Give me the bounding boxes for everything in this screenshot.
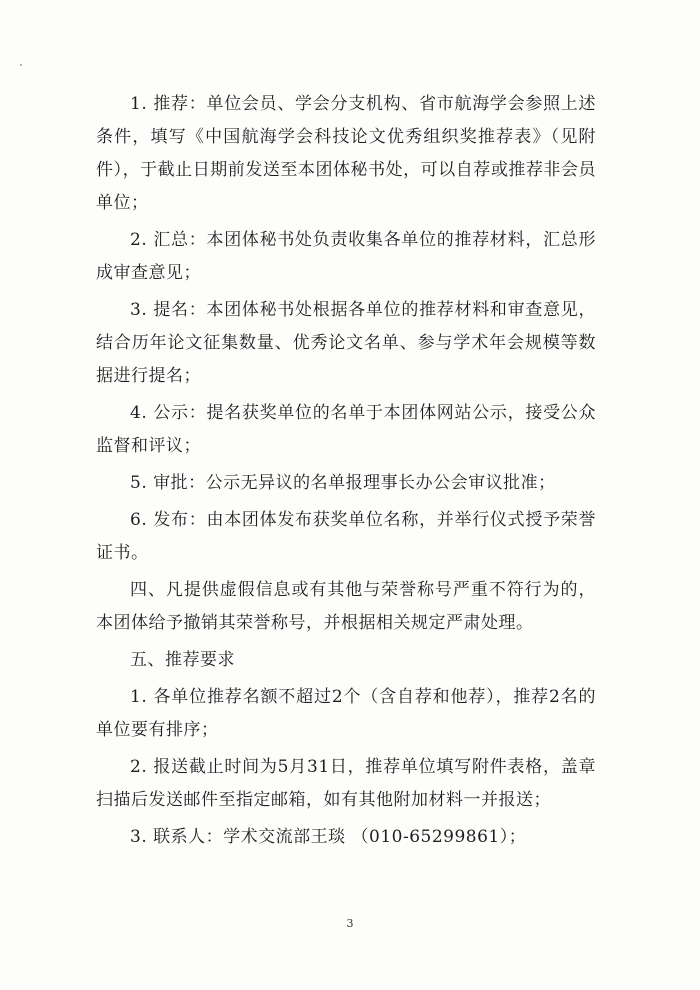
paragraph-approval: 5. 审批：公示无异议的名单报理事长办公会审议批准； [130,473,556,493]
paragraph-quota: 1. 各单位推荐名额不超过2个（含自荐和他荐），推荐2名的单位要有排序； [96,687,596,740]
scan-mark [20,64,22,66]
paragraph-summary: 2. 汇总：本团体秘书处负责收集各单位的推荐材料，汇总形成审查意见； [96,230,596,283]
paragraph-contact: 3. 联系人：学术交流部王琰 （010-65299861）； [130,827,527,847]
document-body [96,88,596,858]
page-number: 3 [346,917,354,930]
paragraph-recommend: 1. 推荐：单位会员、学会分支机构、省市航海学会参照上述条件，填写《中国航海学会科技论文优秀组织奖推荐表》（见附件），于截止日期前发送至本团体秘书处，可以自荐或推荐非会员单位； [96,94,596,213]
paragraph-nomination: 3. 提名：本团体秘书处根据各单位的推荐材料和审查意见，结合历年论文征集数量、优秀论文名单、参与学术年会规模等数据进行提名； [96,300,596,386]
paragraph-release: 6. 发布：由本团体发布获奖单位名称，并举行仪式授予荣誉证书。 [96,510,596,563]
paragraph-section-four: 四、凡提供虚假信息或有其他与荣誉称号严重不符行为的，本团体给予撤销其荣誉称号，并根据相关规定严肃处理。 [96,580,596,633]
section-heading-five: 五、推荐要求 [130,650,235,670]
paragraph-deadline: 2. 报送截止时间为5月31日，推荐单位填写附件表格，盖章扫描后发送邮件至指定邮箱，如有其他附加材料一并报送； [96,757,596,810]
paragraph-publicity: 4. 公示：提名获奖单位的名单于本团体网站公示，接受公众监督和评议； [96,403,596,456]
